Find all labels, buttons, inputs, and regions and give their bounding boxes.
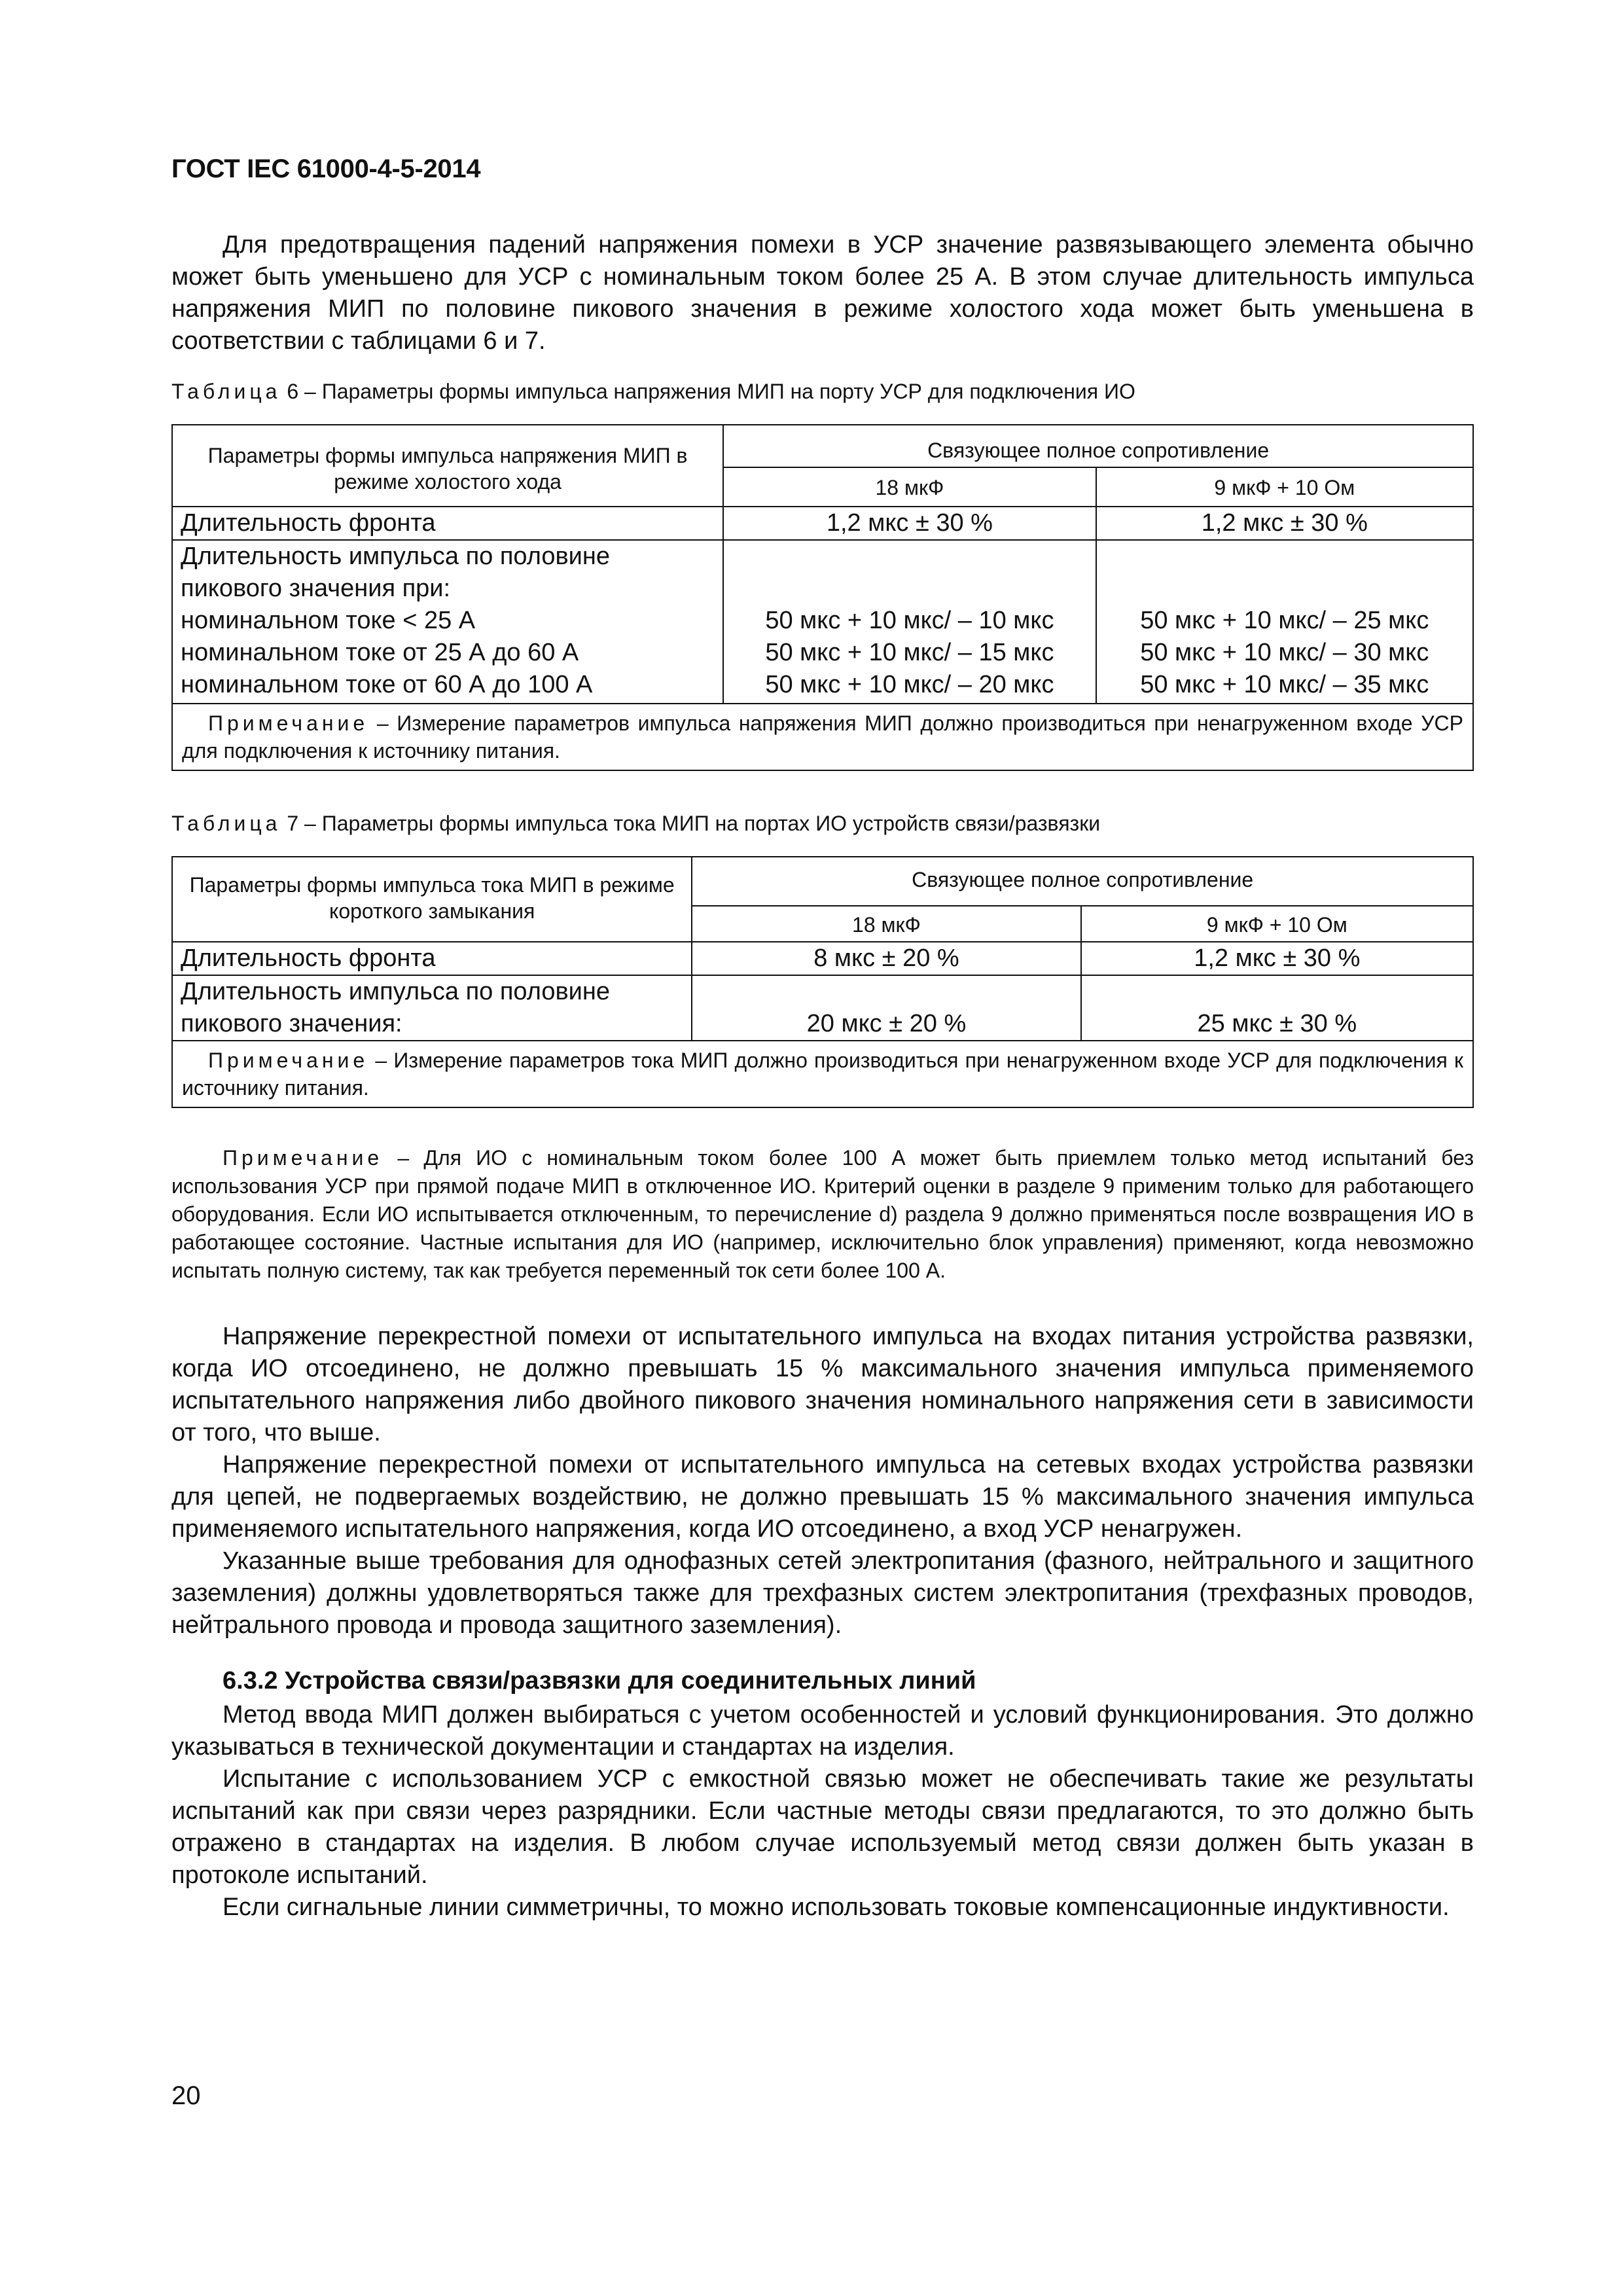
table6-row2-v1-line: 50 мкс + 10 мкс/ – 10 мкс (765, 607, 1054, 634)
table7-row2-param (172, 975, 692, 1041)
intro-paragraph: Для предотвращения падений напряжения помехи в УСР значение развязывающего элемента обычно может быть уменьшено для УСР с номинальным током более 25 А. В этом случае длительность импульса напряжения МИП по половине пикового значения в режиме холостого хода может быть уменьшена в соответствии с таблицами 6 и 7. (171, 231, 1474, 355)
table6-note-text: – Измерение параметров импульса напряжения МИП должно производиться при ненагруженном входе УСР для подключения к источнику питания. (182, 711, 1463, 762)
paragraph: Напряжение перекрестной помехи от испытательного импульса на входах питания устройства развязки, когда ИО отсоединено, не должно превышать 15 % максимального значения импульса применяемого испытательного напряжения либо двойного пикового значения номинального напряжения сети в зависимости от того, что выше. (171, 1323, 1474, 1446)
table7-row1-param: Длительность фронта (172, 942, 692, 975)
subsection-title: 6.3.2 Устройства связи/развязки для соединительных линий (223, 1667, 976, 1695)
table-6 (171, 424, 1474, 771)
table6-row2-v2-line: 50 мкс + 10 мкс/ – 35 мкс (1140, 671, 1429, 698)
table6-row2-v1-line: 50 мкс + 10 мкс/ – 15 мкс (765, 639, 1054, 666)
table6-row2-param-line: номинальном токе от 25 А до 60 А (181, 639, 579, 666)
table7-row1-v2: 1,2 мкс ± 30 % (1081, 942, 1473, 975)
table7-header-param: Параметры формы импульса тока МИП в режиме короткого замыкания (172, 857, 692, 942)
paragraph: Напряжение перекрестной помехи от испытательного импульса на сетевых входах устройства развязки для цепей, не подвергаемых воздействию, не должно превышать 15 % максимального значения импульса применяемого испытательного напряжения, когда ИО отсоединено, а вход УСР ненагружен. (171, 1451, 1474, 1543)
table-7 (171, 856, 1474, 1108)
table6-col-18uf: 18 мкФ (723, 467, 1096, 507)
page-note-label: Примечание (223, 1146, 383, 1170)
paragraph: Указанные выше требования для однофазных сетей электропитания (фазного, нейтрального и защитного заземления) должны удовлетворяться также для трехфазных систем электропитания (трехфазных проводов, нейтрального провода и провода защитного заземления). (171, 1547, 1474, 1639)
table6-row1-v2: 1,2 мкс ± 30 % (1096, 507, 1473, 540)
table7-note-label: Примечание (208, 1049, 369, 1072)
table6-note (172, 704, 1473, 770)
table6-row1-v1: 1,2 мкс ± 30 % (723, 507, 1096, 540)
table7-row2-v2: 25 мкс ± 30 % (1081, 975, 1473, 1041)
table6-row2-param-line: номинальном токе от 60 А до 100 А (181, 671, 593, 698)
table7-row1-v1: 8 мкс ± 20 % (692, 942, 1080, 975)
table7-header-group: Связующее полное сопротивление (692, 857, 1473, 906)
table6-header-param: Параметры формы импульса напряжения МИП в режиме холостого хода (172, 425, 723, 507)
table6-row2-param-line: номинальном токе < 25 А (181, 607, 476, 634)
paragraph: Если сигнальные линии симметричны, то можно использовать токовые компенсационные индуктивности. (223, 1893, 1450, 1921)
table7-note (172, 1041, 1473, 1107)
table6-row2-v1-line: 50 мкс + 10 мкс/ – 20 мкс (765, 671, 1054, 698)
paragraph: Испытание с использованием УСР с емкостной связью может не обеспечивать такие же результаты испытаний как при связи через разрядники. Если частные методы связи предлагаются, то это должно быть отражено в стандартах на изделия. В любом случае используемый метод связи должен быть указан в протоколе испытаний. (171, 1765, 1474, 1889)
table7-note-text: – Измерение параметров тока МИП должно производиться при ненагруженном входе УСР для подключения к источнику питания. (182, 1049, 1463, 1100)
table7-row2-v1: 20 мкс ± 20 % (692, 975, 1080, 1041)
table6-row2-param-line: пикового значения при: (181, 575, 451, 602)
page-note-text: – Для ИО с номинальным током более 100 А может быть приемлем только метод испытаний без использования УСР при прямой подаче МИП в отключенное ИО. Критерий оценки в разделе 9 применим только для работающего оборудования. Если ИО испытывается отключенным, то перечисление d) раздела 9 должно применяться после возвращения ИО в работающее состояние. Частные испытания для ИО (например, исключительно блок управления) применяют, когда невозможно испытать полную систему, так как требуется переменный ток сети более 100 А. (171, 1146, 1474, 1282)
table6-row2-v2-line: 50 мкс + 10 мкс/ – 30 мкс (1140, 639, 1429, 666)
table6-col-9uf-10ohm: 9 мкФ + 10 Ом (1096, 467, 1473, 507)
table7-row2-param-line: пикового значения: (181, 1010, 402, 1037)
table6-row2-param-line: Длительность импульса по половине (181, 543, 611, 570)
table7-col-18uf: 18 мкФ (692, 906, 1080, 942)
page-number: 20 (171, 2081, 201, 2110)
table6-note-label: Примечание (208, 711, 369, 735)
table6-caption (171, 378, 1135, 404)
table6-caption-text: 6 – Параметры формы импульса напряжения МИП на порту УСР для подключения ИО (281, 380, 1135, 403)
table7-caption-label: Таблица (171, 812, 281, 835)
table7-caption-text: 7 – Параметры формы импульса тока МИП на портах ИО устройств связи/развязки (281, 812, 1101, 835)
table6-row2-v2-line: 50 мкс + 10 мкс/ – 25 мкс (1140, 607, 1429, 634)
table7-caption (171, 810, 1100, 836)
table6-header-group: Связующее полное сопротивление (723, 425, 1473, 467)
table6-row2-param (172, 540, 723, 704)
table7-row2-param-line: Длительность импульса по половине (181, 978, 611, 1005)
table7-col-9uf-10ohm: 9 мкФ + 10 Ом (1081, 906, 1473, 942)
table6-row2-v1 (723, 540, 1096, 704)
paragraph: Метод ввода МИП должен выбираться с учетом особенностей и условий функционирования. Это должно указываться в технической документации и стандартах на изделия. (171, 1701, 1474, 1761)
document-header: ГОСТ IEC 61000-4-5-2014 (171, 154, 481, 183)
table6-caption-label: Таблица (171, 380, 281, 403)
page-note (171, 1144, 1474, 1285)
table6-row2-v2 (1096, 540, 1473, 704)
table6-row1-param: Длительность фронта (172, 507, 723, 540)
